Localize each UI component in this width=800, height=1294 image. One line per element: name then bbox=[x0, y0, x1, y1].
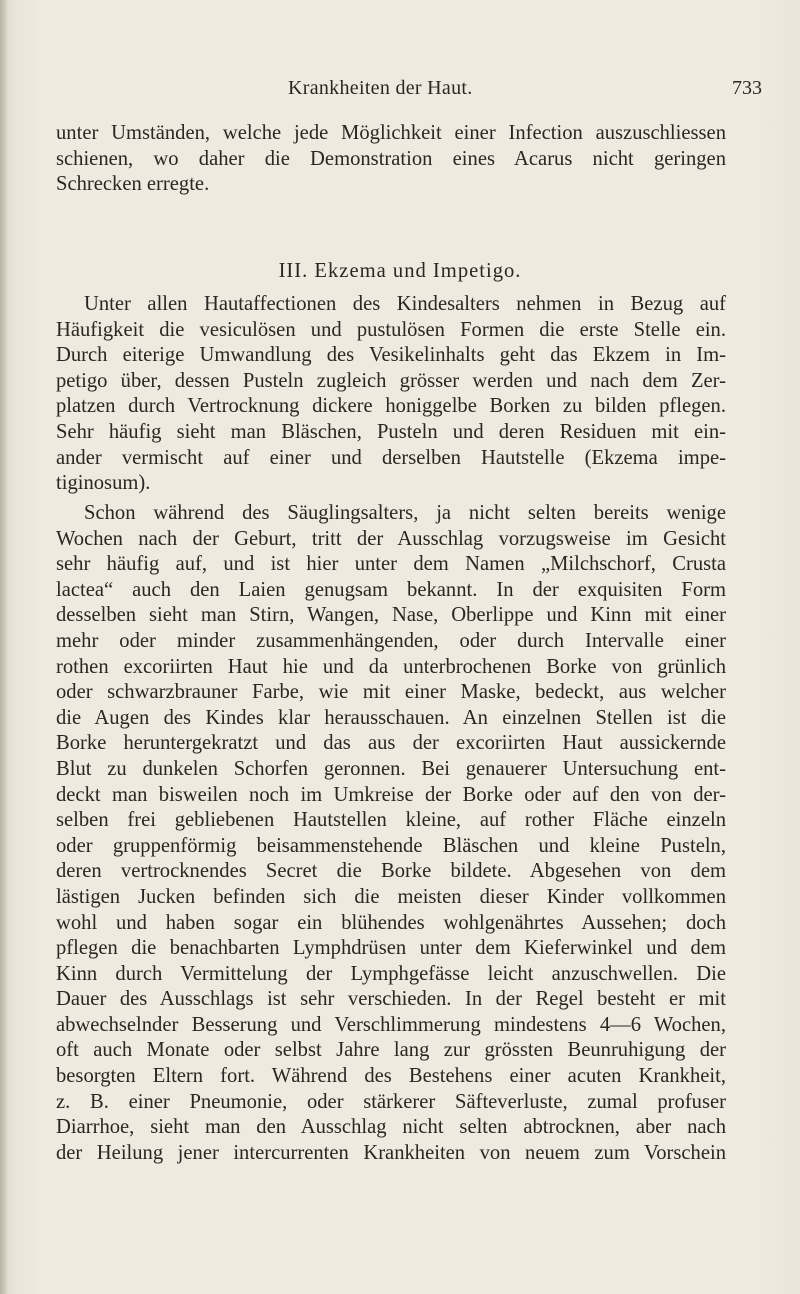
text-line: die Augen des Kindes klar herausschauen. An einzelnen Stellen ist die bbox=[56, 706, 726, 729]
page-edge-shadow bbox=[0, 0, 8, 1294]
text-line: rothen excoriirten Haut hie und da unterbrochenen Borke von grünlich bbox=[56, 655, 726, 678]
text-line: wohl und haben sogar ein blühendes wohlgenährtes Aussehen; doch bbox=[56, 911, 726, 934]
text-line: der Heilung jener intercurrenten Krankheiten von neuem zum Vorschein bbox=[56, 1141, 726, 1164]
text-line: Unter allen Hautaffectionen des Kindesalters nehmen in Bezug auf bbox=[84, 293, 726, 315]
text-line: abwechselnder Besserung und Verschlimmerung mindestens 4—6 Wochen, bbox=[56, 1013, 726, 1036]
text-line: unter Umständen, welche jede Möglichkeit einer Infection auszuschliessen bbox=[56, 122, 726, 144]
paragraph bbox=[56, 501, 726, 1166]
text-line: z. B. einer Pneumonie, oder stärkerer Säfteverluste, zumal profuser bbox=[56, 1090, 726, 1113]
text-line: Kinn durch Vermittelung der Lymphgefässe leicht anzuschwellen. Die bbox=[56, 962, 726, 985]
text-line: desselben sieht man Stirn, Wangen, Nase, Oberlippe und Kinn mit einer bbox=[56, 604, 726, 627]
text-line: oft auch Monate oder selbst Jahre lang zur grössten Beunruhigung der bbox=[56, 1039, 726, 1062]
text-line: Häufigkeit die vesiculösen und pustulösen Formen die erste Stelle ein. bbox=[56, 318, 726, 341]
text-line: oder schwarzbrauner Farbe, wie mit einer Maske, bedeckt, aus welcher bbox=[56, 681, 726, 704]
text-line: tiginosum). bbox=[56, 472, 151, 495]
text-line: Wochen nach der Geburt, tritt der Ausschlag vorzugsweise im Gesicht bbox=[56, 527, 726, 550]
text-line: lästigen Jucken befinden sich die meisten dieser Kinder vollkommen bbox=[56, 885, 726, 908]
text-line: ander vermischt auf einer und derselben Hautstelle (Ekzema impe- bbox=[56, 446, 726, 469]
text-line: deckt man bisweilen noch im Umkreise der Borke oder auf den von der- bbox=[56, 783, 726, 806]
paragraph bbox=[56, 292, 726, 497]
text-line: sehr häufig auf, und ist hier unter dem Namen „Milchschorf, Crusta bbox=[56, 553, 726, 576]
text-line: selben frei gebliebenen Hautstellen kleine, auf rother Fläche einzeln bbox=[56, 809, 726, 832]
running-head: Krankheiten der Haut. bbox=[288, 77, 473, 99]
text-line: Dauer des Ausschlags ist sehr verschieden. In der Regel besteht er mit bbox=[56, 988, 726, 1011]
text-line: Borke heruntergekratzt und das aus der excoriirten Haut aussickernde bbox=[56, 732, 726, 755]
text-line: Blut zu dunkelen Schorfen geronnen. Bei genauerer Untersuchung ent- bbox=[56, 757, 726, 780]
page-header bbox=[0, 77, 800, 107]
section-heading: III. Ekzema und Impetigo. bbox=[278, 260, 522, 282]
text-line: Sehr häufig sieht man Bläschen, Pusteln und deren Residuen mit ein- bbox=[56, 420, 726, 443]
text-line: platzen durch Vertrocknung dickere honiggelbe Borken zu bilden pflegen. bbox=[56, 395, 726, 418]
text-line: Schon während des Säuglingsalters, ja nicht selten bereits wenige bbox=[84, 502, 726, 524]
text-line: pflegen die benachbarten Lymphdrüsen unter dem Kieferwinkel und dem bbox=[56, 937, 726, 960]
text-line: oder gruppenförmig beisammenstehende Bläschen und kleine Pusteln, bbox=[56, 834, 726, 857]
text-line: Durch eiterige Umwandlung des Vesikelinhalts geht das Ekzem in Im- bbox=[56, 344, 726, 367]
page-number: 733 bbox=[732, 77, 762, 99]
text-line: lactea“ auch den Laien genugsam bekannt. In der exquisiten Form bbox=[56, 578, 726, 601]
text-line: besorgten Eltern fort. Während des Bestehens einer acuten Krankheit, bbox=[56, 1065, 726, 1088]
text-line: schienen, wo daher die Demonstration eines Acarus nicht geringen bbox=[56, 147, 726, 170]
text-line: Schrecken erregte. bbox=[56, 173, 210, 196]
text-line: deren vertrocknendes Secret die Borke bildete. Abgesehen von dem bbox=[56, 860, 726, 883]
text-line: mehr oder minder zusammenhängenden, oder durch Intervalle einer bbox=[56, 629, 726, 652]
text-line: petigo über, dessen Pusteln zugleich grösser werden und nach dem Zer- bbox=[56, 369, 726, 392]
paragraph-continuation bbox=[56, 121, 726, 198]
text-line: Diarrhoe, sieht man den Ausschlag nicht selten abtrocknen, aber nach bbox=[56, 1116, 726, 1139]
